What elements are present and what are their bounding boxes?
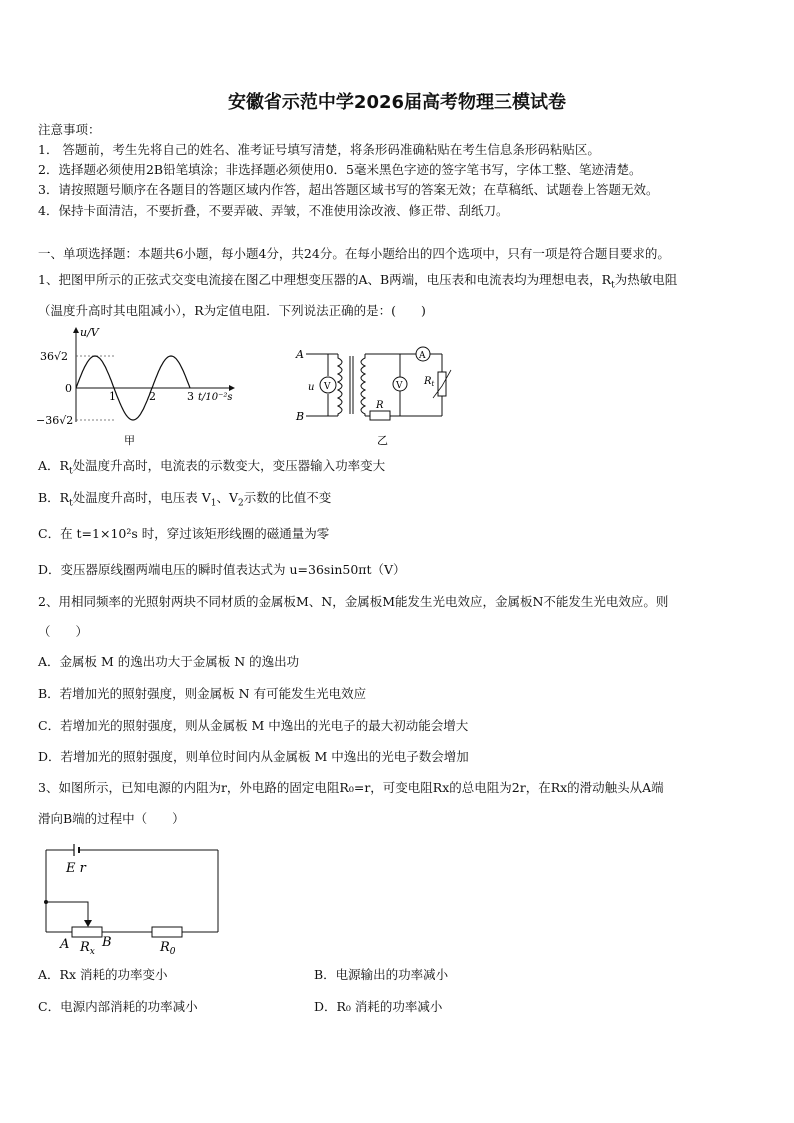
question-3-stem: 3、如图所示，已知电源的内阻为r，外电路的固定电阻R₀=r，可变电阻Rx的总电阻为2r，在Rx的滑动触头从A端: [38, 780, 664, 795]
terminal-a-label: A: [60, 937, 70, 952]
question-1-stem-line2: （温度升高时其电阻减小），R为定值电阻．下列说法正确的是：( ): [38, 303, 426, 318]
q1-option-a-text: A．R: [38, 458, 69, 473]
q2-option-a: A．金属板 M 的逸出功大于金属板 N 的逸出功: [38, 654, 300, 669]
r0-label-main: R: [160, 940, 170, 955]
thermistor-label-main: R: [424, 376, 432, 387]
question-1-stem: [38, 272, 677, 294]
q1-option-a-sub: t: [68, 466, 73, 477]
x-tick-2: 2: [149, 390, 156, 403]
q1-stem-sub: t: [611, 280, 615, 291]
notice-item: 1． 答题前，考生先将自己的姓名、准考证号填写清楚，将条形码准确粘贴在考生信息条形码粘贴区。: [38, 142, 600, 157]
q1-transformer-circuit: [292, 340, 462, 450]
q1-option-b-sub2: 2: [238, 498, 244, 509]
thermistor-rt: [438, 372, 446, 396]
q2-option-d: D．若增加光的照射强度，则单位时间内从金属板 M 中逸出的光电子数会增加: [38, 749, 469, 764]
rx-label-sub: x: [89, 947, 95, 957]
question-2-stem-line2: （ ）: [38, 624, 89, 639]
q1-option-b-sub1: 1: [210, 498, 217, 509]
resistor-r: [370, 411, 390, 420]
q1-voltage-graph: [36, 322, 246, 452]
q1-option-b-sub: t: [69, 498, 73, 509]
origin-label: 0: [65, 382, 72, 395]
section-heading: 一、单项选择题：本题共6小题，每小题4分，共24分。在每小题给出的四个选项中，只有一项是符合题目要求的。: [38, 246, 670, 261]
question-3-stem-line2: 滑向B端的过程中（ ）: [38, 811, 185, 826]
resistor-r-label: R: [376, 400, 384, 411]
page-title: 安徽省示范中学2026届高考物理三模试卷: [227, 92, 567, 113]
y-tick-pos: 36√2: [40, 350, 69, 363]
graph-caption: 甲: [124, 434, 135, 447]
rx-label: [79, 940, 95, 957]
q3-option-c: C．电源内部消耗的功率减小: [38, 999, 198, 1014]
slider-arrow: [84, 920, 92, 927]
x-tick-1: 1: [109, 390, 116, 403]
terminal-b-label: B: [296, 410, 305, 423]
question-2-stem: 2、用相同频率的光照射两块不同材质的金属板M、N，金属板M能发生光电效应，金属板N不能发生光电效应。则: [38, 594, 669, 609]
q1-option-b-mid: 处温度升高时，电压表 V: [72, 490, 211, 505]
q3-option-a: A．Rx 消耗的功率变小: [38, 967, 168, 982]
q3-option-d: D．R₀ 消耗的功率减小: [314, 999, 443, 1014]
y-tick-neg: −36√2: [36, 414, 74, 427]
r0-label-sub: 0: [169, 947, 176, 957]
notice-item: 3．请按照题号顺序在各题目的答题区域内作答，超出答题区域书写的答案无效；在草稿纸、试题卷上答题无效。: [38, 182, 659, 197]
q1-option-b: [38, 490, 331, 512]
q1-option-d: D．变压器原线圈两端电压的瞬时值表达式为 u=36sin50πt（V）: [38, 562, 406, 577]
rx-label-main: R: [80, 940, 90, 955]
q3-option-b: B．电源输出的功率减小: [314, 967, 449, 982]
q1-stem-text: 1、把图甲所示的正弦式交变电流接在图乙中理想变压器的A、B两端，电压表和电流表均为理想电表，R: [38, 272, 612, 287]
notice-heading: 注意事项：: [38, 122, 101, 137]
ammeter-label: A: [419, 351, 426, 361]
thermistor-label-sub: t: [431, 380, 435, 388]
thermistor-label: [423, 376, 435, 388]
q1-option-b-end: 示数的比值不变: [243, 490, 332, 505]
q1-option-b-mid2: 、V: [216, 490, 239, 505]
voltage-u-label: u: [308, 382, 315, 393]
voltmeter-v1-label: V: [324, 382, 331, 392]
q3-circuit: [40, 840, 230, 960]
primary-coil: [338, 354, 342, 416]
q2-option-c: C．若增加光的照射强度，则从金属板 M 中逸出的光电子的最大初动能会增大: [38, 718, 469, 733]
circuit-caption: 乙: [377, 434, 388, 447]
terminal-b-label: B: [102, 935, 112, 950]
x-axis-label: t/10⁻²s: [198, 392, 233, 403]
notice-item: 2．选择题必须使用2B铅笔填涂；非选择题必须使用0．5毫米黑色字迹的签字笔书写，字体工整、笔迹清楚。: [38, 162, 642, 177]
q1-stem-text-end: 为热敏电阻: [614, 272, 678, 287]
voltmeter-v2-label: V: [396, 381, 403, 391]
rheostat-rx: [72, 927, 102, 937]
terminal-a-label: A: [296, 348, 304, 361]
secondary-coil: [361, 354, 365, 416]
y-axis-label: u/V: [80, 326, 99, 339]
r0-label: [159, 940, 176, 957]
q1-option-c: C．在 t=1×10²s 时，穿过该矩形线圈的磁通量为零: [38, 526, 330, 541]
q1-option-a: [38, 458, 385, 480]
q1-option-a-end: 处温度升高时，电流表的示数变大，变压器输入功率变大: [72, 458, 386, 473]
q1-option-b-text: B．R: [38, 490, 70, 505]
notice-item: 4．保持卡面清洁，不要折叠，不要弄破、弄皱，不准使用涂改液、修正带、刮纸刀。: [38, 203, 509, 218]
q2-option-b: B．若增加光的照射强度，则金属板 N 有可能发生光电效应: [38, 686, 367, 701]
source-label: E r: [66, 861, 86, 876]
resistor-r0: [152, 927, 182, 937]
x-tick-3: 3: [187, 390, 194, 403]
